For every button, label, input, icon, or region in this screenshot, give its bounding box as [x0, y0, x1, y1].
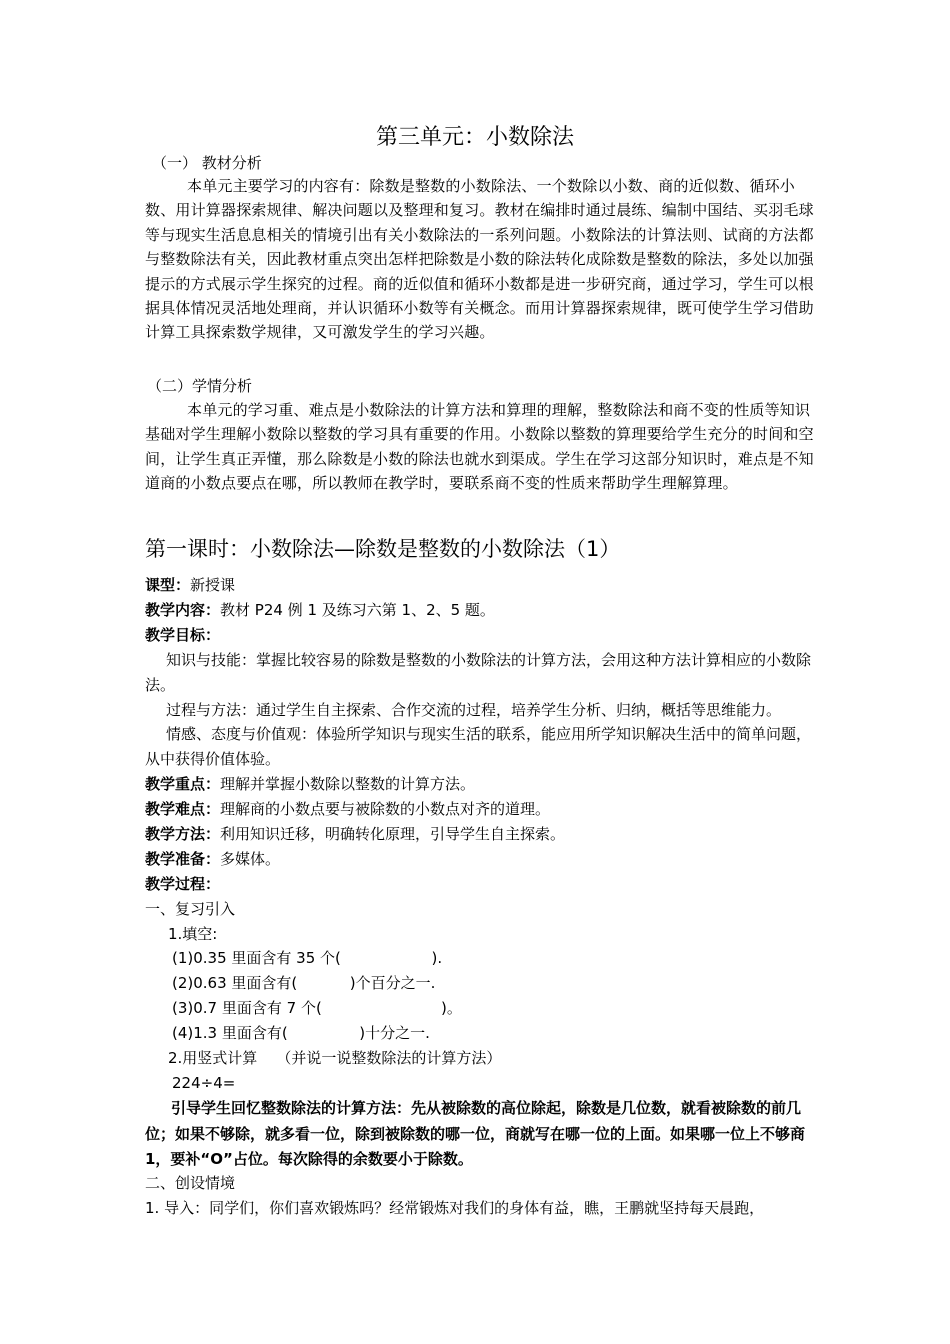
fill-blank-item-3: (3)0.7 里面含有 7 个( )。	[172, 999, 462, 1017]
part-review-heading: 一、复习引入	[145, 900, 236, 918]
content-label: 教学内容：	[145, 601, 221, 619]
part-scenario-heading: 二、创设情境	[145, 1174, 236, 1192]
vertical-calc-expression: 224÷4=	[172, 1074, 236, 1092]
difficulty-value: 理解商的小数点要与被除数的小数点对齐的道理。	[220, 800, 551, 818]
fill-blank-heading: 1.填空:	[168, 925, 218, 943]
preparation-row	[145, 848, 280, 870]
lesson-type-value: 新授课	[190, 576, 236, 594]
lesson-type-row	[145, 574, 235, 596]
student-analysis-paragraph: 本单元的学习重、难点是小数除法的计算方法和算理的理解，整数除法和商不变的性质等知识基础对学生理解小数除以整数的学习具有重要的作用。小数除以整数的算理要给学生充分的时间和空间，让学生真正弄懂，那么除数是小数的除法也就水到渠成。学生在学习这部分知识时，难点是不知道商的小数点要点在哪，所以教师在教学时，要联系商不变的性质来帮助学生理解算理。	[145, 401, 814, 493]
student-analysis-block	[145, 398, 825, 496]
method-row	[145, 823, 565, 845]
goal-process: 过程与方法：通过学生自主探索、合作交流的过程，培养学生分析、归纳，概括等思维能力。	[166, 701, 782, 719]
goals-label: 教学目标：	[145, 626, 221, 644]
key-point-value: 理解并掌握小数除以整数的计算方法。	[220, 775, 476, 793]
material-analysis-block	[145, 174, 825, 345]
material-analysis-paragraph: 本单元主要学习的内容有：除数是整数的小数除法、一个数除以小数、商的近似数、循环小数、用计算器探索规律、解决问题以及整理和复习。教材在编排时通过晨练、编制中国结、买羽毛球等与现实生活息息相关的情境引出有关小数除法的一系列问题。小数除法的计算法则、试商的方法都与整数除法有关，因此教材重点突出怎样把除数是小数的除法转化成除数是整数的除法，多处以加强提示的方式展示学生探究的过程。商的近似值和循环小数都是进一步研究商，通过学习，学生可以根据具体情况灵活地处理商，并认识循环小数等有关概念。而用计算器探索规律，既可使学生学习借助计算工具探索数学规律，又可激发学生的学习兴趣。	[145, 177, 814, 342]
goal-knowledge: 知识与技能：掌握比较容易的除数是整数的小数除法的计算方法，会用这种方法计算相应的小数除法。	[145, 651, 812, 694]
difficulty-row	[145, 798, 550, 820]
key-point-row	[145, 773, 475, 795]
goal-emotion: 情感、态度与价值观：体验所学知识与现实生活的联系，能应用所学知识解决生活中的简单问题，从中获得价值体验。	[145, 725, 812, 768]
goals-row	[145, 624, 220, 646]
vertical-calc-heading: 2.用竖式计算 （并说一说整数除法的计算方法）	[168, 1049, 502, 1067]
intro-line: 1. 导入：同学们，你们喜欢锻炼吗？经常锻炼对我们的身体有益，瞧，王鹏就坚持每天晨跑，	[145, 1199, 765, 1217]
key-point-label: 教学重点：	[145, 775, 221, 793]
process-row	[145, 873, 220, 895]
content-value: 教材 P24 例 1 及练习六第 1、2、5 题。	[220, 601, 495, 619]
lesson-type-label: 课型：	[145, 576, 191, 594]
section-heading-material: （一） 教材分析	[152, 154, 262, 172]
preparation-label: 教学准备：	[145, 850, 221, 868]
content-row	[145, 599, 495, 621]
method-value: 利用知识迁移，明确转化原理，引导学生自主探索。	[220, 825, 566, 843]
method-label: 教学方法：	[145, 825, 221, 843]
division-method-guide: 引导学生回忆整数除法的计算方法：先从被除数的高位除起，除数是几位数，就看被除数的前几位；如果不够除，就多看一位，除到被除数的哪一位，商就写在哪一位的上面。如果哪一位上不够商 1，要补“O”占位。每次除得的余数要小于除数。	[145, 1099, 806, 1168]
section-heading-students: （二）学情分析	[147, 377, 253, 395]
preparation-value: 多媒体。	[220, 850, 281, 868]
unit-title: 第三单元：小数除法	[375, 125, 574, 150]
fill-blank-item-1: (1)0.35 里面含有 35 个( ).	[172, 949, 443, 967]
process-label: 教学过程：	[145, 875, 221, 893]
difficulty-label: 教学难点：	[145, 800, 221, 818]
fill-blank-item-4: (4)1.3 里面含有( )十分之一.	[172, 1024, 430, 1042]
lesson-title: 第一课时：小数除法—除数是整数的小数除法（1）	[145, 537, 621, 561]
fill-blank-item-2: (2)0.63 里面含有( )个百分之一.	[172, 974, 436, 992]
